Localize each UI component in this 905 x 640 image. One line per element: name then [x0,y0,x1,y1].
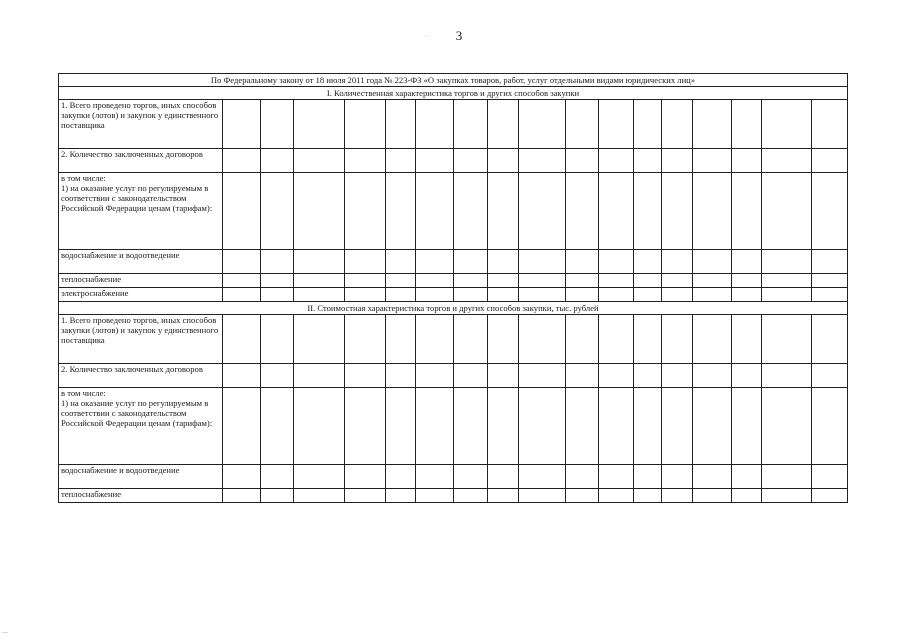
data-cell [222,173,260,250]
report-table [58,73,848,503]
table-row [59,274,848,288]
data-cell [662,489,693,503]
data-cell [488,364,519,388]
table-row [59,465,848,489]
data-cell [454,388,488,465]
data-cell [811,364,847,388]
data-cell [633,489,662,503]
page-number: 3 [455,28,463,43]
data-cell [633,364,662,388]
data-cell [454,465,488,489]
data-cell [761,100,811,149]
table-row [59,489,848,503]
row-label: в том числе: 1) на оказание услуг по регулируемым в соответствии с законодательством Российской Федерации ценам (тарифам): [59,173,223,250]
data-cell [732,364,762,388]
data-cell [293,274,344,288]
data-cell [454,250,488,274]
data-cell [693,489,732,503]
data-cell [761,465,811,489]
data-cell [633,315,662,364]
data-cell [662,364,693,388]
data-cell [566,173,599,250]
data-cell [222,364,260,388]
data-cell [662,315,693,364]
data-cell [293,149,344,173]
data-cell [598,149,633,173]
data-cell [293,173,344,250]
data-cell [222,465,260,489]
data-cell [732,173,762,250]
data-cell [662,100,693,149]
table-row [59,364,848,388]
data-cell [761,149,811,173]
data-cell [488,173,519,250]
section-title-row [59,302,848,315]
table-row [59,288,848,302]
data-cell [732,274,762,288]
data-cell [454,274,488,288]
data-cell [385,364,415,388]
data-cell [488,315,519,364]
data-cell [222,288,260,302]
data-cell [293,489,344,503]
row-label: теплоснабжение [59,274,223,288]
row-label: 1. Всего проведено торгов, иных способов закупки (лотов) и закупок у единственного поставщика [59,100,223,149]
data-cell [222,315,260,364]
data-cell [633,100,662,149]
data-cell [344,173,385,250]
data-cell [344,364,385,388]
data-cell [566,100,599,149]
data-cell [488,489,519,503]
data-cell [222,388,260,465]
data-cell [260,489,293,503]
data-cell [488,149,519,173]
data-cell [454,315,488,364]
section-title: II. Стоимостная характеристика торгов и других способов закупки, тыс. рублей [59,302,848,315]
data-cell [415,388,454,465]
data-cell [222,100,260,149]
data-cell [518,388,565,465]
data-cell [662,288,693,302]
data-cell [566,364,599,388]
data-cell [633,274,662,288]
data-cell [222,274,260,288]
row-label: водоснабжение и водоотведение [59,250,223,274]
data-cell [260,465,293,489]
data-cell [415,274,454,288]
data-cell [693,250,732,274]
data-cell [518,315,565,364]
data-cell [488,250,519,274]
data-cell [260,315,293,364]
data-cell [518,489,565,503]
section-title-row [59,87,848,100]
data-cell [633,173,662,250]
data-cell [693,364,732,388]
data-cell [693,274,732,288]
data-cell [633,288,662,302]
data-cell [415,173,454,250]
data-cell [811,489,847,503]
data-cell [518,250,565,274]
data-cell [415,364,454,388]
data-cell [598,288,633,302]
data-cell [662,149,693,173]
data-cell [693,100,732,149]
data-cell [488,388,519,465]
data-cell [344,100,385,149]
data-cell [344,274,385,288]
row-label: электроснабжение [59,288,223,302]
table-row [59,250,848,274]
data-cell [260,274,293,288]
data-cell [415,465,454,489]
data-cell [662,173,693,250]
data-cell [761,388,811,465]
data-cell [415,288,454,302]
data-cell [385,149,415,173]
row-label: водоснабжение и водоотведение [59,465,223,489]
table-row [59,149,848,173]
data-cell [344,149,385,173]
data-cell [454,364,488,388]
data-cell [732,315,762,364]
data-cell [344,489,385,503]
data-cell [811,388,847,465]
data-cell [693,149,732,173]
data-cell [385,173,415,250]
row-label: 2. Количество заключенных договоров [59,149,223,173]
data-cell [598,489,633,503]
data-cell [566,388,599,465]
data-cell [566,288,599,302]
data-cell [454,288,488,302]
data-cell [260,149,293,173]
data-cell [566,315,599,364]
data-cell [518,465,565,489]
data-cell [811,274,847,288]
row-label: теплоснабжение [59,489,223,503]
data-cell [598,100,633,149]
data-cell [662,274,693,288]
data-cell [293,364,344,388]
data-cell [293,315,344,364]
data-cell [761,489,811,503]
row-label: 2. Количество заключенных договоров [59,364,223,388]
data-cell [385,288,415,302]
data-cell [222,489,260,503]
data-cell [260,388,293,465]
data-cell [566,489,599,503]
data-cell [293,388,344,465]
data-cell [633,149,662,173]
data-cell [761,364,811,388]
table-row [59,100,848,149]
data-cell [415,315,454,364]
data-cell [693,173,732,250]
data-cell [566,465,599,489]
data-cell [732,149,762,173]
data-cell [811,288,847,302]
table-row [59,388,848,465]
data-cell [454,489,488,503]
data-cell [598,388,633,465]
data-cell [633,250,662,274]
data-cell [811,149,847,173]
table-row [59,173,848,250]
data-cell [488,288,519,302]
data-cell [488,100,519,149]
data-cell [415,250,454,274]
data-cell [732,489,762,503]
data-cell [293,250,344,274]
data-cell [811,173,847,250]
data-cell [732,288,762,302]
data-cell [518,173,565,250]
data-cell [518,100,565,149]
data-cell [598,364,633,388]
data-cell [488,465,519,489]
data-cell [385,274,415,288]
data-cell [293,465,344,489]
data-cell [385,250,415,274]
data-cell [732,465,762,489]
data-cell [344,250,385,274]
data-cell [732,100,762,149]
data-cell [260,364,293,388]
data-cell [598,465,633,489]
data-cell [761,173,811,250]
data-cell [693,465,732,489]
section-title: I. Количественная характеристика торгов и других способов закупки [59,87,848,100]
data-cell [693,288,732,302]
data-cell [811,250,847,274]
data-cell [693,388,732,465]
data-cell [598,274,633,288]
data-cell [518,288,565,302]
data-cell [518,274,565,288]
data-cell [344,388,385,465]
data-cell [518,364,565,388]
data-cell [293,288,344,302]
law-header: По Федеральному закону от 18 июля 2011 года № 223-ФЗ «О закупках товаров, работ, услуг отдельными видами юридических лиц» [59,74,848,87]
row-label: в том числе: 1) на оказание услуг по регулируемым в соответствии с законодательством Российской Федерации ценам (тарифам): [59,388,223,465]
data-cell [344,288,385,302]
data-cell [732,388,762,465]
data-cell [260,250,293,274]
data-cell [488,274,519,288]
data-cell [344,315,385,364]
data-cell [385,489,415,503]
data-cell [811,465,847,489]
data-cell [454,149,488,173]
data-cell [598,315,633,364]
data-cell [260,173,293,250]
data-cell [260,288,293,302]
data-cell [222,149,260,173]
data-cell [732,250,762,274]
data-cell [598,250,633,274]
data-cell [662,250,693,274]
data-cell [518,149,565,173]
data-cell [454,100,488,149]
data-cell [415,100,454,149]
data-cell [293,100,344,149]
data-cell [415,149,454,173]
data-cell [761,250,811,274]
table-header-row [59,74,848,87]
data-cell [633,388,662,465]
data-cell [811,100,847,149]
data-cell [761,288,811,302]
data-cell [344,465,385,489]
data-cell [633,465,662,489]
data-cell [454,173,488,250]
scan-mark-bottom: — [2,630,8,636]
data-cell [662,388,693,465]
scan-mark: · · [424,34,430,40]
data-cell [385,465,415,489]
data-cell [385,388,415,465]
data-cell [566,250,599,274]
data-cell [415,489,454,503]
data-cell [566,274,599,288]
data-cell [761,274,811,288]
data-cell [260,100,293,149]
data-cell [662,465,693,489]
data-cell [693,315,732,364]
data-cell [385,315,415,364]
data-cell [598,173,633,250]
data-cell [566,149,599,173]
data-cell [811,315,847,364]
data-cell [385,100,415,149]
table-row [59,315,848,364]
row-label: 1. Всего проведено торгов, иных способов закупки (лотов) и закупок у единственного поставщика [59,315,223,364]
data-cell [222,250,260,274]
data-cell [761,315,811,364]
